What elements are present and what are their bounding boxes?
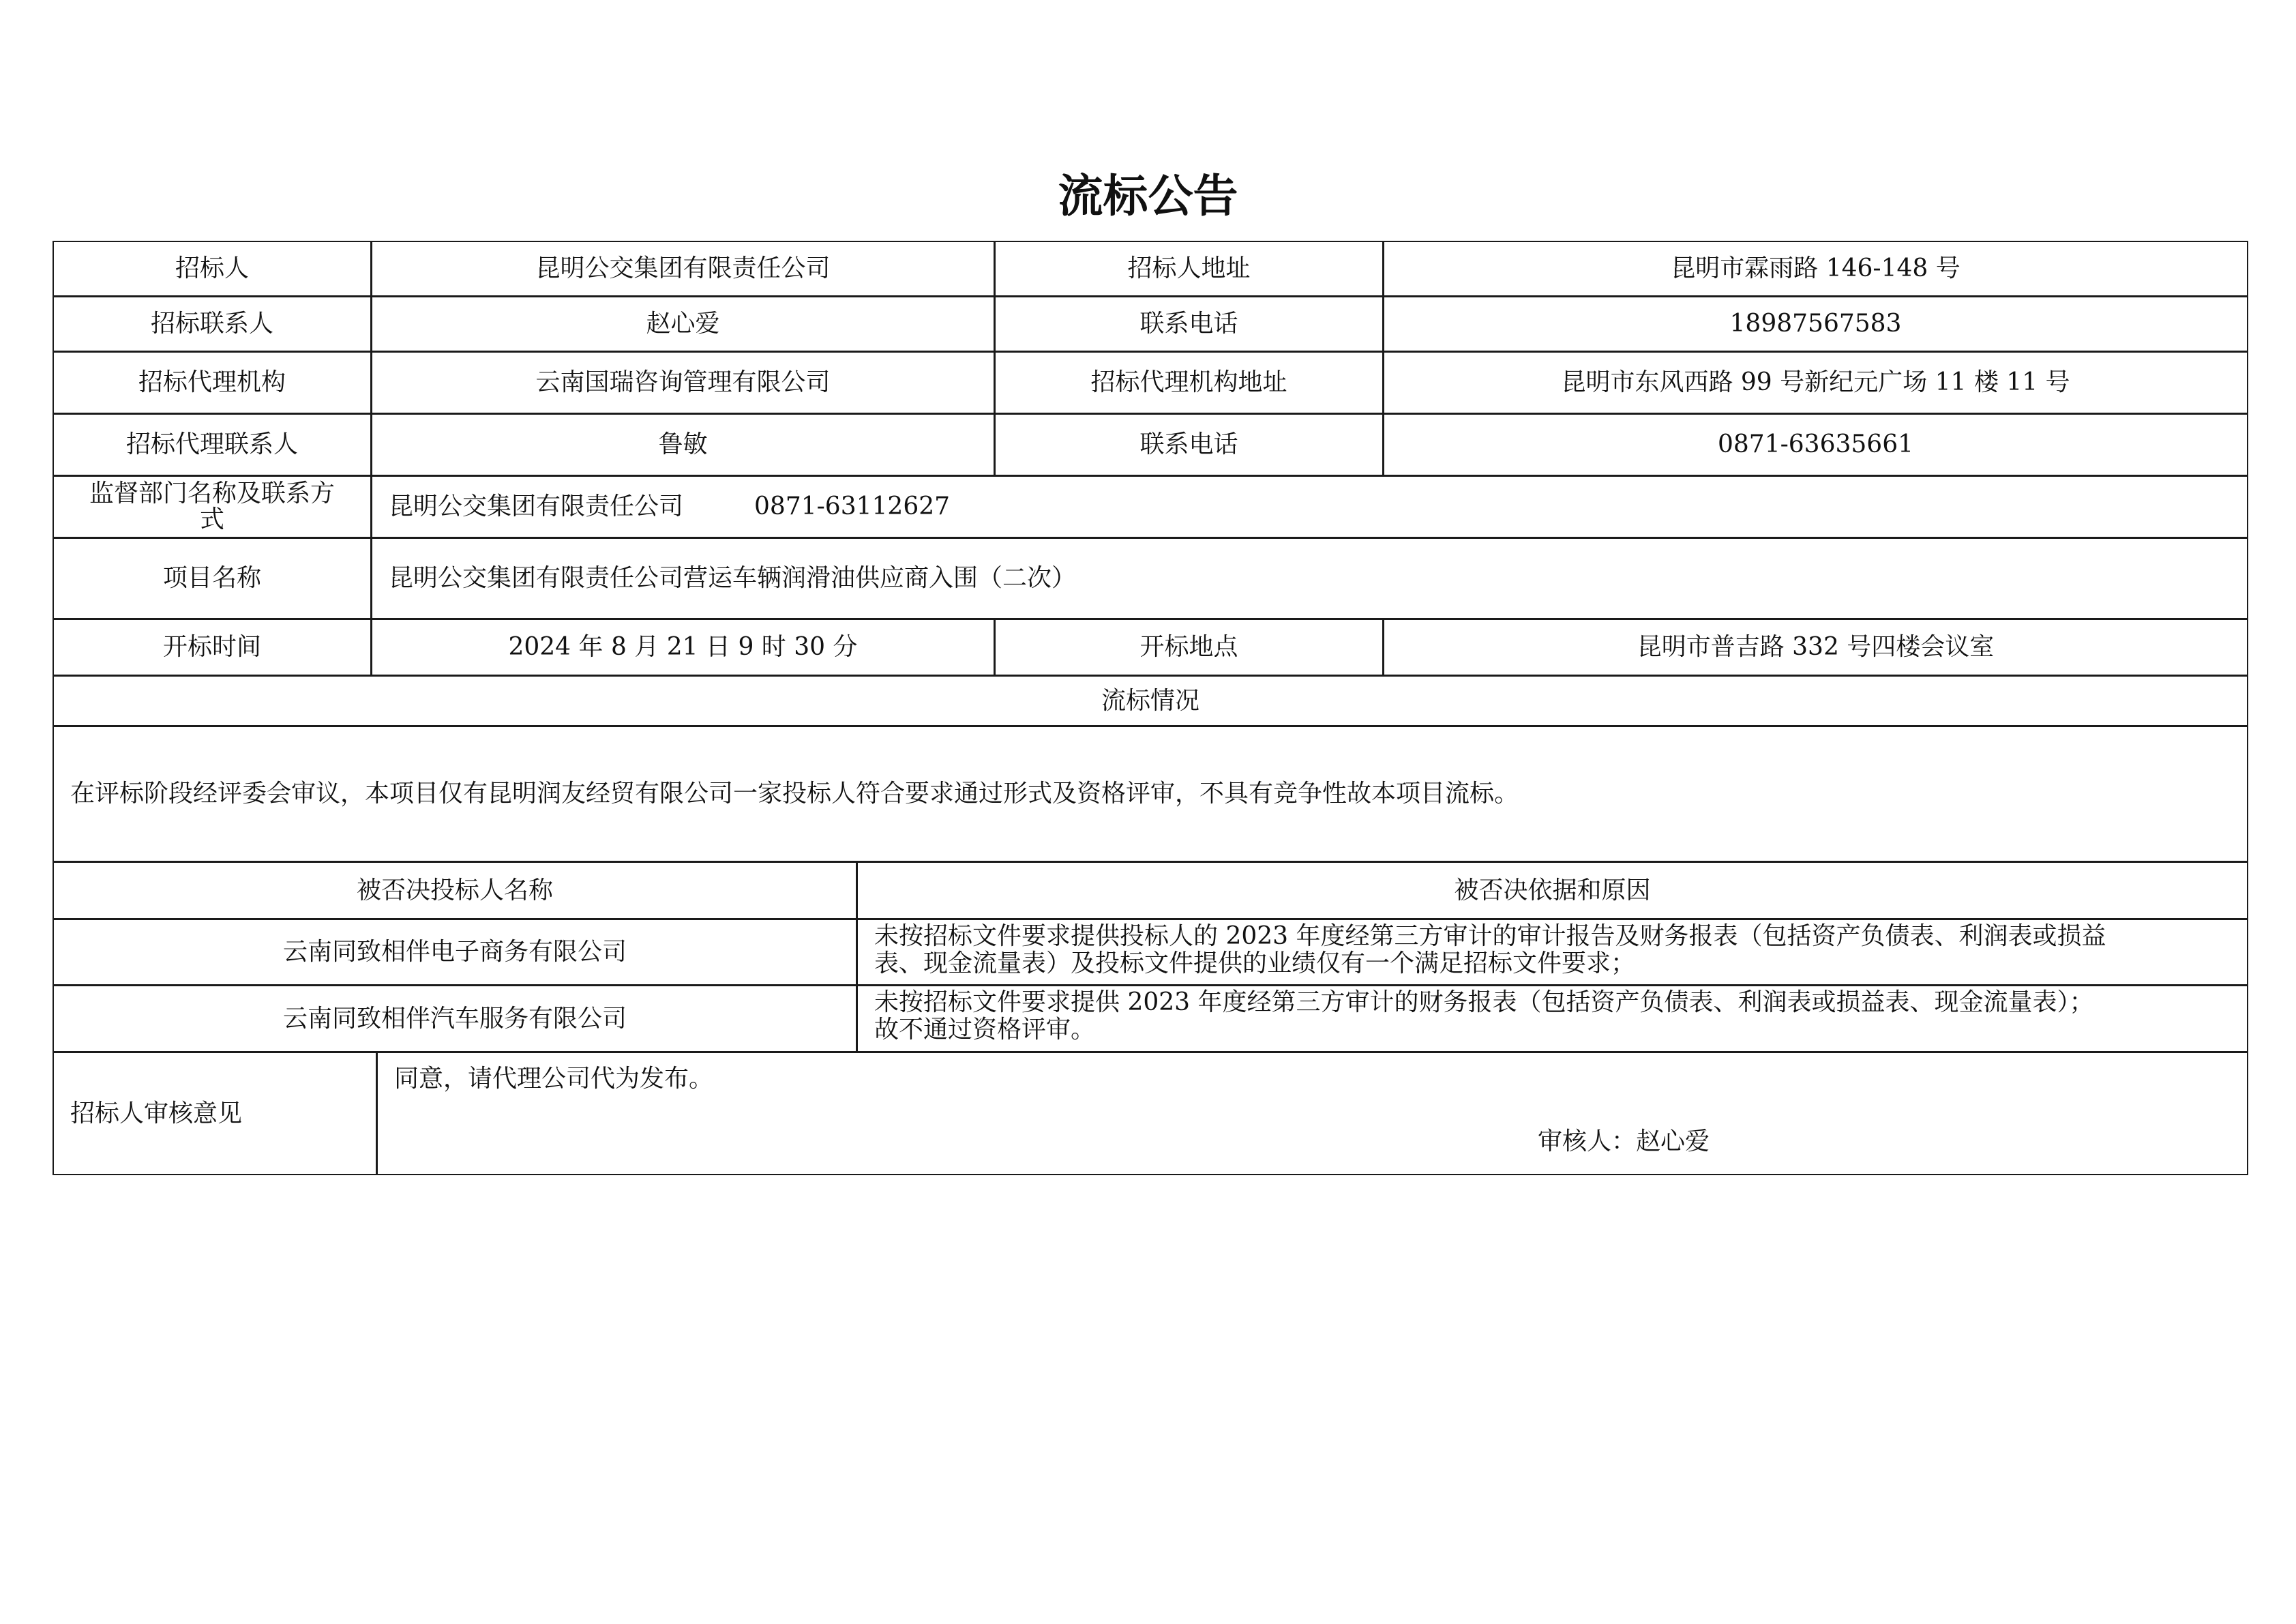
reason-line: 表、现金流量表）及投标文件提供的业绩仅有一个满足招标文件要求； — [874, 949, 1636, 977]
supervision-org: 昆明公交集团有限责任公司 — [389, 492, 684, 520]
review-signature: 审核人：赵心爱 — [1538, 1127, 1710, 1155]
supervision-label-line1: 监督部门名称及联系方 — [89, 479, 335, 507]
tenderer-label: 招标人 — [53, 241, 372, 297]
opening-place-label: 开标地点 — [994, 619, 1384, 676]
review-content — [376, 1052, 2248, 1175]
table-row — [53, 241, 2248, 297]
page-title: 流标公告 — [1058, 170, 1238, 222]
tenderer-address-label: 招标人地址 — [994, 241, 1384, 297]
tenderer-value: 昆明公交集团有限责任公司 — [371, 241, 995, 297]
reason-line: 故不通过资格评审。 — [874, 1016, 1096, 1044]
table-row — [53, 476, 2248, 539]
review-opinion: 同意，请代理公司代为发布。 — [394, 1065, 714, 1093]
failure-text: 在评标阶段经评委会审议，本项目仅有昆明润友经贸有限公司一家投标人符合要求通过形式及资格评审，不具有竞争性故本项目流标。 — [53, 726, 2248, 862]
rejected-reason-header: 被否决依据和原因 — [856, 861, 2248, 919]
table-row — [53, 676, 2248, 727]
agency-address-value: 昆明市东风西路 99 号新纪元广场 11 楼 11 号 — [1383, 351, 2248, 414]
rejected-bidder-reason — [856, 919, 2248, 986]
rejected-bidder-name: 云南同致相伴汽车服务有限公司 — [53, 985, 857, 1052]
failure-heading: 流标情况 — [53, 675, 2248, 726]
table-row — [53, 919, 2248, 986]
agency-phone-label: 联系电话 — [994, 413, 1384, 476]
agency-label: 招标代理机构 — [53, 351, 372, 414]
table-row — [53, 352, 2248, 415]
project-value: 昆明公交集团有限责任公司营运车辆润滑油供应商入围（二次） — [371, 537, 2248, 619]
tenderer-contact-value: 赵心爱 — [371, 296, 995, 352]
tenderer-contact-label: 招标联系人 — [53, 296, 372, 352]
supervision-label-line2: 式 — [199, 505, 224, 533]
review-label: 招标人审核意见 — [53, 1052, 377, 1175]
table-row — [53, 986, 2248, 1053]
tenderer-address-value: 昆明市霖雨路 146-148 号 — [1383, 241, 2248, 297]
agency-contact-value: 鲁敏 — [371, 413, 995, 476]
rejected-bidder-name: 云南同致相伴电子商务有限公司 — [53, 919, 857, 986]
supervision-phone: 0871-63112627 — [754, 492, 951, 520]
table-row — [53, 619, 2248, 677]
table-row — [53, 414, 2248, 477]
agency-phone-value: 0871-63635661 — [1383, 413, 2248, 476]
agency-address-label: 招标代理机构地址 — [994, 351, 1384, 414]
supervision-value — [371, 475, 2248, 538]
opening-place-value: 昆明市普吉路 332 号四楼会议室 — [1383, 619, 2248, 676]
table-row — [53, 1052, 2248, 1176]
tenderer-phone-value: 18987567583 — [1383, 296, 2248, 352]
agency-contact-label: 招标代理联系人 — [53, 413, 372, 476]
opening-time-value: 2024 年 8 月 21 日 9 时 30 分 — [371, 619, 995, 676]
table-row — [53, 297, 2248, 353]
reason-line: 未按招标文件要求提供 2023 年度经第三方审计的财务报表（包括资产负债表、利润表或损益表、现金流量表）； — [874, 988, 2094, 1016]
rejected-bidder-reason — [856, 985, 2248, 1052]
reason-line: 未按招标文件要求提供投标人的 2023 年度经第三方审计的审计报告及财务报表（包括资产负债表、利润表或损益 — [874, 922, 2106, 950]
project-label: 项目名称 — [53, 537, 372, 619]
tenderer-phone-label: 联系电话 — [994, 296, 1384, 352]
rejected-name-header: 被否决投标人名称 — [53, 861, 857, 919]
table-row — [53, 538, 2248, 620]
table-row — [53, 726, 2248, 863]
table-row — [53, 862, 2248, 920]
opening-time-label: 开标时间 — [53, 619, 372, 676]
agency-value: 云南国瑞咨询管理有限公司 — [371, 351, 995, 414]
supervision-label — [53, 475, 372, 538]
